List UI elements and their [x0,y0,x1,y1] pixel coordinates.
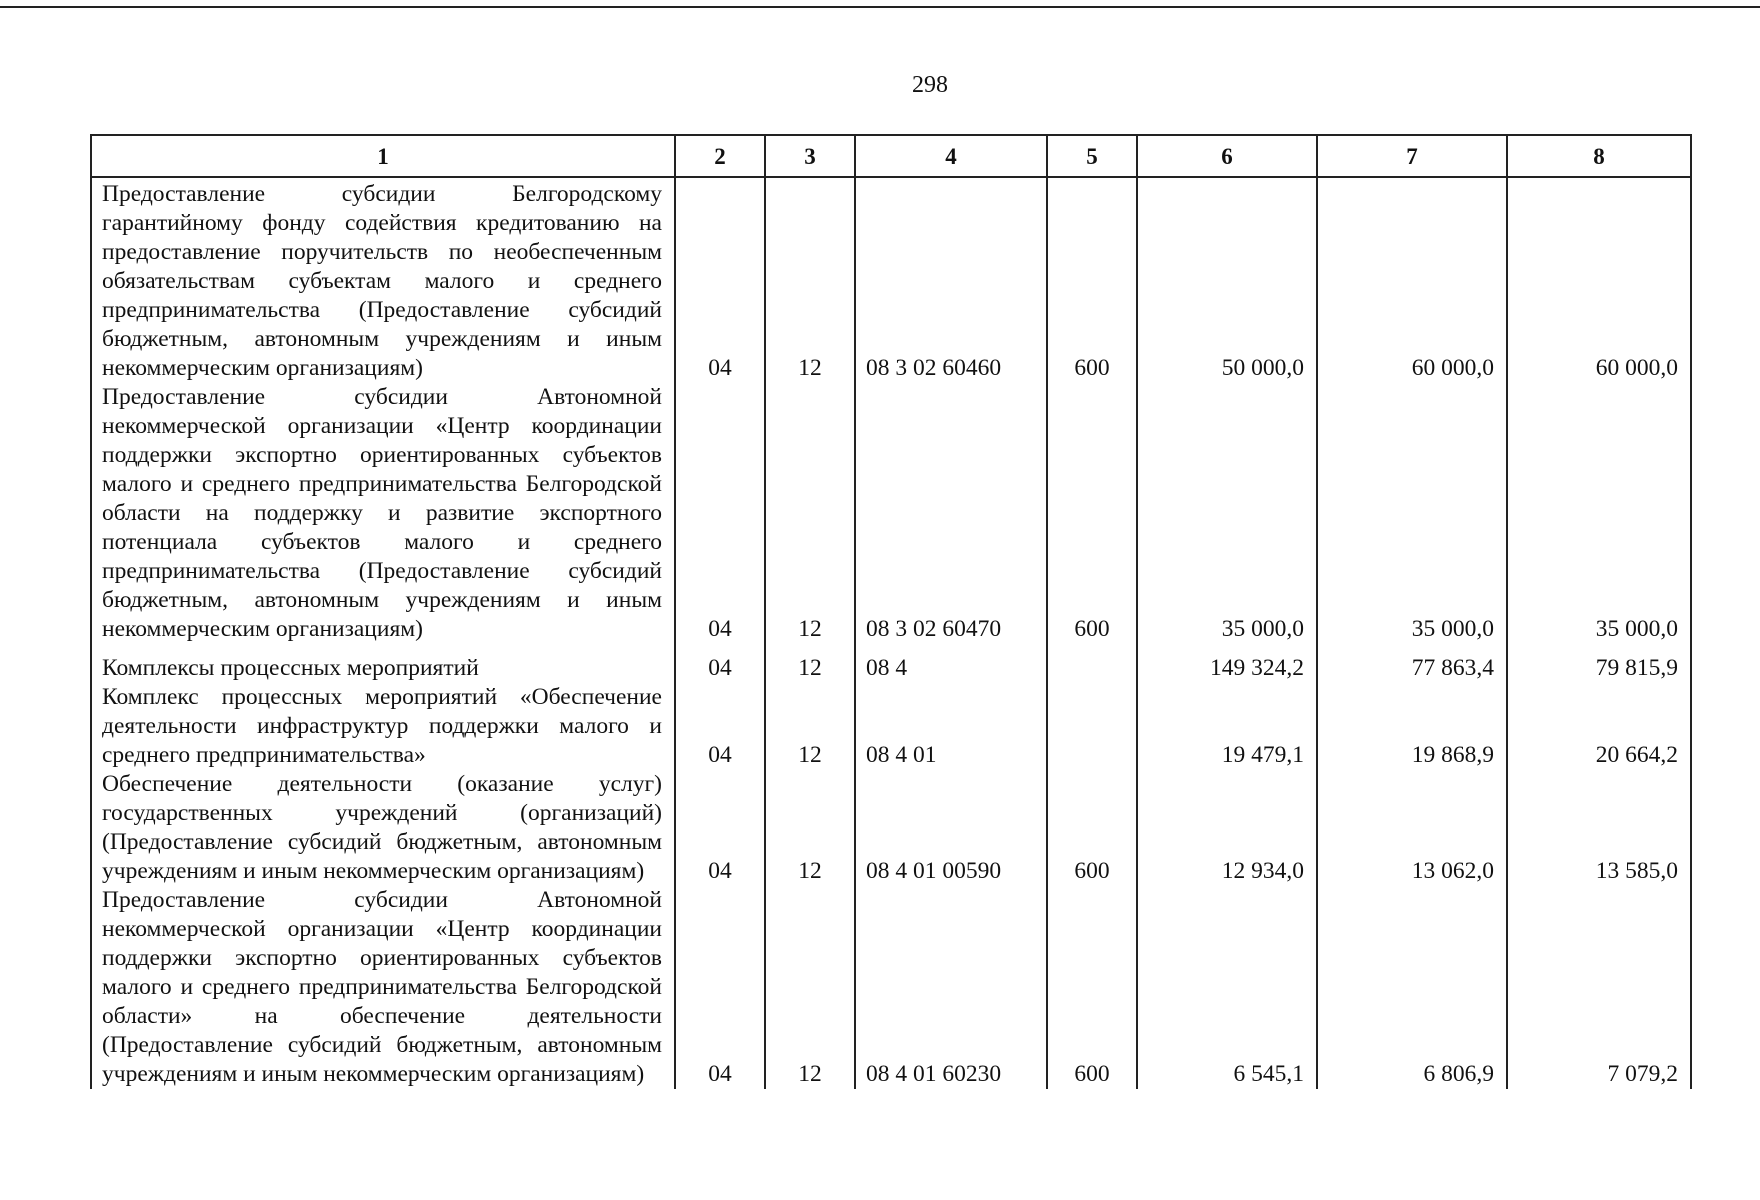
row-section: 04 [675,177,765,383]
table-row [91,770,1691,886]
row-subsection: 12 [765,383,855,644]
row-amount-2: 6 806,9 [1317,886,1507,1089]
row-section: 04 [675,770,765,886]
row-expense-type: 600 [1047,886,1137,1089]
row-target-article: 08 3 02 60470 [855,383,1047,644]
row-amount-1: 6 545,1 [1137,886,1317,1089]
row-amount-2: 13 062,0 [1317,770,1507,886]
row-section: 04 [675,383,765,644]
row-amount-3: 20 664,2 [1507,683,1691,770]
table-row [91,654,1691,683]
row-name: Предоставление субсидии Автономной некоммерческой организации «Центр координации поддержки экспортно ориентированных субъектов малого и среднего предпринимательства Белгородской области на поддержку и развитие экспортного потенциала субъектов малого и среднего предпринимательства (Предоставление субсидий бюджетным, автономным учреждениям и иным некоммерческим организациям) [91,383,675,644]
row-amount-3: 35 000,0 [1507,383,1691,644]
table-row [91,383,1691,644]
row-subsection: 12 [765,654,855,683]
row-expense-type: 600 [1047,770,1137,886]
row-amount-3: 60 000,0 [1507,177,1691,383]
row-target-article: 08 4 01 60230 [855,886,1047,1089]
header-col-8: 8 [1507,135,1691,177]
row-amount-1: 149 324,2 [1137,654,1317,683]
spacer-cell [91,644,675,654]
row-subsection: 12 [765,770,855,886]
budget-table [90,134,1692,1089]
row-target-article: 08 3 02 60460 [855,177,1047,383]
row-amount-3: 79 815,9 [1507,654,1691,683]
row-amount-3: 7 079,2 [1507,886,1691,1089]
header-row [91,135,1691,177]
row-expense-type [1047,683,1137,770]
spacer-cell [1137,644,1317,654]
header-col-2: 2 [675,135,765,177]
row-amount-1: 35 000,0 [1137,383,1317,644]
row-subsection: 12 [765,886,855,1089]
row-name: Обеспечение деятельности (оказание услуг) государственных учреждений (организаций) (Предоставление субсидий бюджетным, автономным учреждениям и иным некоммерческим организациям) [91,770,675,886]
row-expense-type [1047,654,1137,683]
row-amount-2: 19 868,9 [1317,683,1507,770]
spacer-cell [1317,644,1507,654]
row-target-article: 08 4 [855,654,1047,683]
row-amount-1: 50 000,0 [1137,177,1317,383]
table-row [91,683,1691,770]
row-expense-type: 600 [1047,177,1137,383]
spacer-cell [1047,644,1137,654]
header-col-3: 3 [765,135,855,177]
row-name: Комплекс процессных мероприятий «Обеспечение деятельности инфраструктур поддержки малого и среднего предпринимательства» [91,683,675,770]
row-amount-2: 60 000,0 [1317,177,1507,383]
row-spacer [91,644,1691,654]
row-name: Комплексы процессных мероприятий [91,654,675,683]
spacer-cell [1507,644,1691,654]
row-section: 04 [675,654,765,683]
table-row [91,886,1691,1089]
row-section: 04 [675,886,765,1089]
row-name: Предоставление субсидии Автономной некоммерческой организации «Центр координации поддержки экспортно ориентированных субъектов малого и среднего предпринимательства Белгородской области» на обеспечение деятельности (Предоставление субсидий бюджетным, автономным учреждениям и иным некоммерческим организациям) [91,886,675,1089]
row-section: 04 [675,683,765,770]
row-amount-1: 19 479,1 [1137,683,1317,770]
header-col-1: 1 [91,135,675,177]
row-amount-2: 35 000,0 [1317,383,1507,644]
row-subsection: 12 [765,683,855,770]
header-col-6: 6 [1137,135,1317,177]
row-amount-3: 13 585,0 [1507,770,1691,886]
row-name: Предоставление субсидии Белгородскому гарантийному фонду содействия кредитованию на предоставление поручительств по необеспеченным обязательствам субъектам малого и среднего предпринимательства (Предоставление субсидий бюджетным, автономным учреждениям и иным некоммерческим организациям) [91,177,675,383]
header-col-5: 5 [1047,135,1137,177]
page-number: 298 [912,72,948,98]
header-col-4: 4 [855,135,1047,177]
row-target-article: 08 4 01 00590 [855,770,1047,886]
spacer-cell [855,644,1047,654]
table-row [91,177,1691,383]
row-amount-1: 12 934,0 [1137,770,1317,886]
row-subsection: 12 [765,177,855,383]
spacer-cell [675,644,765,654]
top-border-line [0,6,1760,8]
row-target-article: 08 4 01 [855,683,1047,770]
spacer-cell [765,644,855,654]
row-expense-type: 600 [1047,383,1137,644]
row-amount-2: 77 863,4 [1317,654,1507,683]
header-col-7: 7 [1317,135,1507,177]
